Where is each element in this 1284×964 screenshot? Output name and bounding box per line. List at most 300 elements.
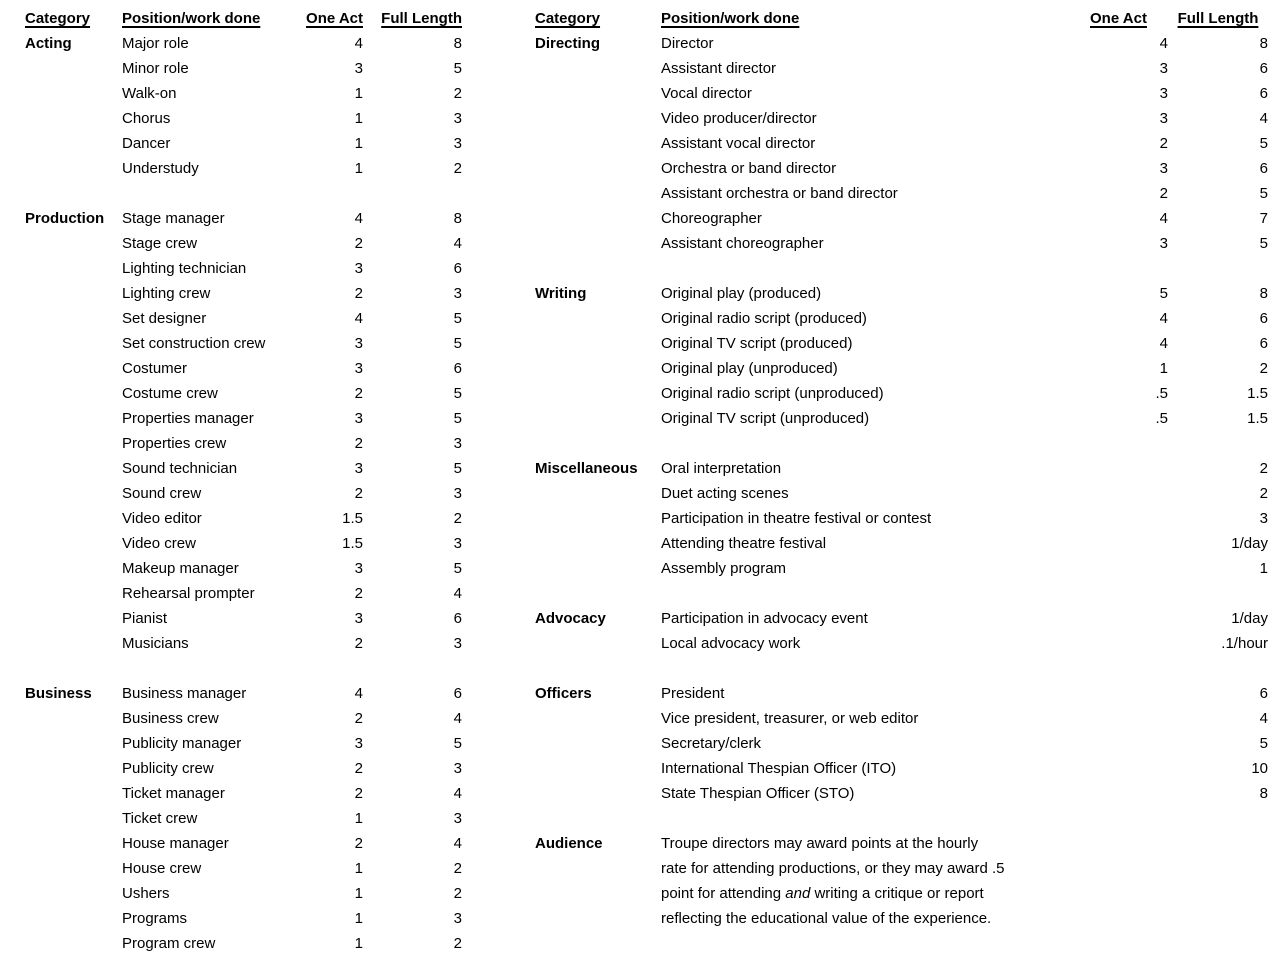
points-row [25, 331, 462, 356]
category-cell [25, 806, 122, 831]
full-length-value: 4 [453, 785, 462, 802]
full-length-value: 3 [453, 535, 462, 552]
position-cell: Orchestra or band director [661, 160, 837, 177]
full-length-value: 3 [453, 135, 462, 152]
one-act-value: 1.5 [342, 510, 363, 527]
one-act-value: 2 [354, 435, 363, 452]
section-spacer-row [535, 581, 1268, 606]
full-length-value: 3 [453, 485, 462, 502]
full-length-value: 5 [453, 735, 462, 752]
category-cell [25, 756, 122, 781]
spacer-cell [25, 181, 462, 206]
points-row [25, 731, 462, 756]
points-row [25, 531, 462, 556]
position-cell: Costumer [122, 360, 188, 377]
category-cell [25, 106, 122, 131]
note-text: Troupe directors may award points at the hourly [661, 835, 979, 852]
points-row [535, 531, 1268, 556]
one-act-value: 4 [1159, 35, 1168, 52]
position-cell: President [661, 685, 725, 702]
full-length-value: 4 [453, 585, 462, 602]
one-act-value: 2 [354, 760, 363, 777]
points-row [25, 31, 462, 56]
points-row [25, 631, 462, 656]
category-cell: Writing [535, 285, 587, 302]
position-cell: Chorus [122, 110, 171, 127]
category-cell [535, 356, 661, 381]
full-length-value: 5 [1259, 185, 1268, 202]
category-cell [25, 706, 122, 731]
category-cell [25, 781, 122, 806]
one-act-value: 1 [354, 885, 363, 902]
points-row [25, 481, 462, 506]
one-act-value: 3 [354, 335, 363, 352]
points-row [535, 281, 1268, 306]
one-act-value: 1 [354, 160, 363, 177]
one-act-value: 1 [354, 810, 363, 827]
points-row [25, 556, 462, 581]
full-length-value: 2 [453, 510, 462, 527]
points-row [25, 856, 462, 881]
column-header-category: Category [535, 10, 601, 27]
points-row [535, 756, 1268, 781]
note-row [535, 906, 1268, 931]
position-cell: Publicity crew [122, 760, 214, 777]
one-act-value: 3 [1159, 85, 1168, 102]
full-length-value: 2 [453, 160, 462, 177]
full-length-value: 1.5 [1247, 410, 1268, 427]
category-cell [535, 331, 661, 356]
one-act-value: 3 [354, 610, 363, 627]
one-act-value [1090, 731, 1168, 756]
category-cell [535, 131, 661, 156]
points-row [535, 306, 1268, 331]
category-cell [25, 631, 122, 656]
one-act-value: 2 [354, 710, 363, 727]
full-length-value: 6 [1259, 335, 1268, 352]
one-act-value: 3 [1159, 110, 1168, 127]
position-cell: Lighting technician [122, 260, 247, 277]
position-cell: Pianist [122, 610, 168, 627]
category-cell [535, 756, 661, 781]
points-row [535, 556, 1268, 581]
full-length-value: .1/hour [1221, 635, 1268, 652]
category-cell: Audience [535, 835, 603, 852]
position-cell: Vice president, treasurer, or web editor [661, 710, 919, 727]
full-length-value: 3 [453, 435, 462, 452]
one-act-value: 1 [354, 135, 363, 152]
position-cell: Musicians [122, 635, 189, 652]
full-length-value: 8 [453, 210, 462, 227]
points-row [25, 581, 462, 606]
position-cell: International Thespian Officer (ITO) [661, 760, 897, 777]
one-act-value: 3 [354, 60, 363, 77]
points-row [535, 381, 1268, 406]
full-length-value: 2 [1259, 460, 1268, 477]
category-cell [535, 381, 661, 406]
points-row [535, 231, 1268, 256]
category-cell [535, 856, 661, 881]
one-act-value: 4 [354, 685, 363, 702]
points-row [535, 481, 1268, 506]
spacer-cell [535, 581, 1268, 606]
one-act-value [1090, 456, 1168, 481]
full-length-value: 1/day [1231, 535, 1268, 552]
note-italic-text: and [785, 885, 811, 902]
points-row [25, 381, 462, 406]
category-cell [535, 706, 661, 731]
full-length-value: 3 [453, 110, 462, 127]
full-length-value: 6 [453, 685, 462, 702]
position-cell: Stage crew [122, 235, 198, 252]
note-row [535, 831, 1268, 856]
points-row [25, 156, 462, 181]
category-cell [535, 556, 661, 581]
full-length-value: 4 [1259, 110, 1268, 127]
points-row [535, 181, 1268, 206]
full-length-value: 10 [1251, 760, 1268, 777]
full-length-value: 5 [453, 335, 462, 352]
note-line-cell [661, 906, 1268, 931]
position-cell: Assistant vocal director [661, 135, 816, 152]
note-line-cell [661, 831, 1268, 856]
spacer-cell [535, 806, 1268, 831]
one-act-value: 2 [354, 785, 363, 802]
full-length-value: 2 [453, 935, 462, 952]
position-cell: Sound technician [122, 460, 238, 477]
points-row [535, 206, 1268, 231]
full-length-value: 6 [1259, 160, 1268, 177]
points-row [25, 781, 462, 806]
position-cell: Secretary/clerk [661, 735, 762, 752]
one-act-value [1090, 531, 1168, 556]
one-act-value: 3 [1159, 235, 1168, 252]
category-cell [25, 856, 122, 881]
position-cell: Ticket crew [122, 810, 198, 827]
category-cell [535, 306, 661, 331]
position-cell: Duet acting scenes [661, 485, 789, 502]
one-act-value: 4 [354, 310, 363, 327]
category-cell [535, 231, 661, 256]
points-row [535, 356, 1268, 381]
category-cell [25, 156, 122, 181]
position-cell: Original TV script (produced) [661, 335, 853, 352]
category-cell [25, 56, 122, 81]
section-spacer-row [25, 656, 462, 681]
position-cell: Participation in theatre festival or contest [661, 510, 932, 527]
full-length-value: 3 [453, 635, 462, 652]
one-act-value: 4 [1159, 335, 1168, 352]
full-length-value: 4 [1259, 710, 1268, 727]
category-cell [25, 931, 122, 956]
category-cell: Business [25, 685, 92, 702]
points-row [25, 806, 462, 831]
category-cell [535, 506, 661, 531]
full-length-value: 8 [453, 35, 462, 52]
section-spacer-row [535, 806, 1268, 831]
right-points-table [535, 6, 1268, 931]
full-length-value: 2 [453, 885, 462, 902]
points-row [25, 206, 462, 231]
points-row [535, 131, 1268, 156]
one-act-value: 3 [1159, 60, 1168, 77]
one-act-value [1090, 756, 1168, 781]
position-cell: Assistant director [661, 60, 777, 77]
one-act-value: 4 [354, 210, 363, 227]
position-cell: Attending theatre festival [661, 535, 827, 552]
one-act-value: 2 [354, 485, 363, 502]
category-cell [535, 531, 661, 556]
points-row [535, 681, 1268, 706]
category-cell [25, 406, 122, 431]
points-row [25, 456, 462, 481]
column-header-category: Category [25, 10, 91, 27]
one-act-value: 2 [1159, 185, 1168, 202]
note-text: rate for attending productions, or they may award .5 [661, 860, 1005, 877]
section-spacer-row [25, 181, 462, 206]
full-length-value: 5 [1259, 135, 1268, 152]
category-cell [25, 831, 122, 856]
category-cell: Directing [535, 35, 601, 52]
spacer-cell [535, 656, 1268, 681]
position-cell: Costume crew [122, 385, 218, 402]
full-length-value: 1 [1259, 560, 1268, 577]
full-length-value: 8 [1259, 785, 1268, 802]
position-cell: Understudy [122, 160, 199, 177]
one-act-value: 2 [1159, 135, 1168, 152]
category-cell: Acting [25, 35, 72, 52]
column-header-full-length: Full Length [381, 10, 462, 27]
points-row [25, 881, 462, 906]
position-cell: Set construction crew [122, 335, 266, 352]
position-cell: Ushers [122, 885, 170, 902]
position-cell: Properties manager [122, 410, 254, 427]
note-line-cell [661, 856, 1268, 881]
one-act-value: 2 [354, 635, 363, 652]
category-cell [25, 481, 122, 506]
full-length-value: 5 [453, 385, 462, 402]
category-cell [25, 281, 122, 306]
position-cell: Original radio script (unproduced) [661, 385, 884, 402]
full-length-value: 5 [1259, 735, 1268, 752]
one-act-value: 1 [354, 85, 363, 102]
position-cell: Publicity manager [122, 735, 242, 752]
points-row [25, 81, 462, 106]
category-cell [25, 381, 122, 406]
category-cell [535, 631, 661, 656]
points-row [535, 631, 1268, 656]
position-cell: House manager [122, 835, 229, 852]
one-act-value [1090, 556, 1168, 581]
category-cell [535, 106, 661, 131]
position-cell: Program crew [122, 935, 216, 952]
category-cell [25, 356, 122, 381]
full-length-value: 5 [453, 60, 462, 77]
left-points-table [25, 6, 462, 956]
position-cell: Participation in advocacy event [661, 610, 868, 627]
column-header-position: Position/work done [122, 10, 261, 27]
points-row [25, 256, 462, 281]
position-cell: Rehearsal prompter [122, 585, 255, 602]
position-cell: Lighting crew [122, 285, 211, 302]
category-cell [25, 256, 122, 281]
note-text: point for attending [661, 885, 786, 902]
position-cell: Set designer [122, 310, 207, 327]
full-length-value: 3 [453, 910, 462, 927]
points-row [535, 406, 1268, 431]
category-cell: Advocacy [535, 610, 606, 627]
category-cell [25, 506, 122, 531]
spacer-cell [535, 431, 1268, 456]
one-act-value: 3 [354, 460, 363, 477]
points-row [25, 756, 462, 781]
position-cell: Dancer [122, 135, 171, 152]
full-length-value: 6 [453, 610, 462, 627]
full-length-value: 6 [1259, 85, 1268, 102]
note-row [535, 881, 1268, 906]
note-row [535, 856, 1268, 881]
one-act-value: 1 [354, 860, 363, 877]
points-row [535, 56, 1268, 81]
full-length-value: 7 [1259, 210, 1268, 227]
points-row [535, 706, 1268, 731]
one-act-value: 2 [354, 285, 363, 302]
category-cell [25, 731, 122, 756]
points-row [25, 56, 462, 81]
right-table-header [535, 6, 1268, 31]
points-row [25, 931, 462, 956]
position-cell: Director [661, 35, 714, 52]
position-cell: Ticket manager [122, 785, 225, 802]
right-table-body [535, 31, 1268, 931]
position-cell: Video editor [122, 510, 202, 527]
position-cell: Assistant orchestra or band director [661, 185, 898, 202]
points-row [535, 506, 1268, 531]
one-act-value: 4 [354, 35, 363, 52]
points-row [535, 456, 1268, 481]
category-cell [535, 406, 661, 431]
note-text: reflecting the educational value of the experience. [661, 910, 992, 927]
one-act-value: 2 [354, 585, 363, 602]
section-spacer-row [535, 656, 1268, 681]
full-length-value: 5 [453, 560, 462, 577]
points-row [25, 281, 462, 306]
full-length-value: 6 [1259, 310, 1268, 327]
one-act-value: 3 [1159, 160, 1168, 177]
column-header-one-act: One Act [306, 10, 363, 27]
position-cell: Original TV script (unproduced) [661, 410, 870, 427]
one-act-value [1090, 781, 1168, 806]
spacer-cell [535, 256, 1268, 281]
category-cell [535, 906, 661, 931]
points-row [535, 606, 1268, 631]
one-act-value: 3 [354, 360, 363, 377]
one-act-value: 4 [1159, 210, 1168, 227]
column-header-position: Position/work done [661, 10, 800, 27]
one-act-value [1090, 506, 1168, 531]
position-cell: Original play (unproduced) [661, 360, 838, 377]
position-cell: Video producer/director [661, 110, 817, 127]
one-act-value: 1 [354, 110, 363, 127]
category-cell [25, 131, 122, 156]
points-row [25, 406, 462, 431]
points-row [25, 356, 462, 381]
full-length-value: 3 [1259, 510, 1268, 527]
one-act-value: 2 [354, 385, 363, 402]
position-cell: Vocal director [661, 85, 752, 102]
position-cell: Business manager [122, 685, 247, 702]
spacer-cell [25, 656, 462, 681]
column-header-full-length: Full Length [1177, 10, 1259, 27]
full-length-value: 1/day [1231, 610, 1268, 627]
one-act-value: 1 [1159, 360, 1168, 377]
one-act-value: 4 [1159, 310, 1168, 327]
one-act-value: 1.5 [342, 535, 363, 552]
position-cell: Sound crew [122, 485, 202, 502]
category-cell [25, 556, 122, 581]
full-length-value: 5 [453, 460, 462, 477]
points-row [25, 706, 462, 731]
points-row [535, 156, 1268, 181]
full-length-value: 2 [1259, 485, 1268, 502]
points-row [535, 81, 1268, 106]
one-act-value: 3 [354, 410, 363, 427]
position-cell: Local advocacy work [661, 635, 801, 652]
category-cell [25, 81, 122, 106]
points-row [25, 431, 462, 456]
full-length-value: 8 [1259, 285, 1268, 302]
points-row [25, 681, 462, 706]
points-row [25, 506, 462, 531]
position-cell: Video crew [122, 535, 196, 552]
category-cell [535, 156, 661, 181]
category-cell [25, 431, 122, 456]
full-length-value: 2 [1259, 360, 1268, 377]
one-act-value: 5 [1159, 285, 1168, 302]
section-spacer-row [535, 256, 1268, 281]
position-cell: Business crew [122, 710, 219, 727]
full-length-value: 5 [453, 410, 462, 427]
points-row [25, 231, 462, 256]
category-cell [535, 881, 661, 906]
category-cell [25, 331, 122, 356]
category-cell [535, 781, 661, 806]
note-text: writing a critique or report [810, 885, 984, 902]
position-cell: Programs [122, 910, 188, 927]
position-cell: Choreographer [661, 210, 762, 227]
one-act-value [1090, 706, 1168, 731]
left-table-body [25, 31, 462, 956]
category-cell [25, 456, 122, 481]
one-act-value [1090, 481, 1168, 506]
points-row [535, 331, 1268, 356]
points-row [25, 131, 462, 156]
one-act-value [1090, 681, 1168, 706]
one-act-value: 1 [354, 935, 363, 952]
one-act-value [1090, 631, 1168, 656]
one-act-value: 3 [354, 735, 363, 752]
note-line-cell [661, 881, 1268, 906]
category-cell [25, 881, 122, 906]
points-row [25, 906, 462, 931]
position-cell: Original radio script (produced) [661, 310, 867, 327]
points-row [25, 606, 462, 631]
full-length-value: 6 [1259, 60, 1268, 77]
category-cell [25, 606, 122, 631]
category-cell: Officers [535, 685, 592, 702]
full-length-value: 4 [453, 710, 462, 727]
category-cell [535, 81, 661, 106]
